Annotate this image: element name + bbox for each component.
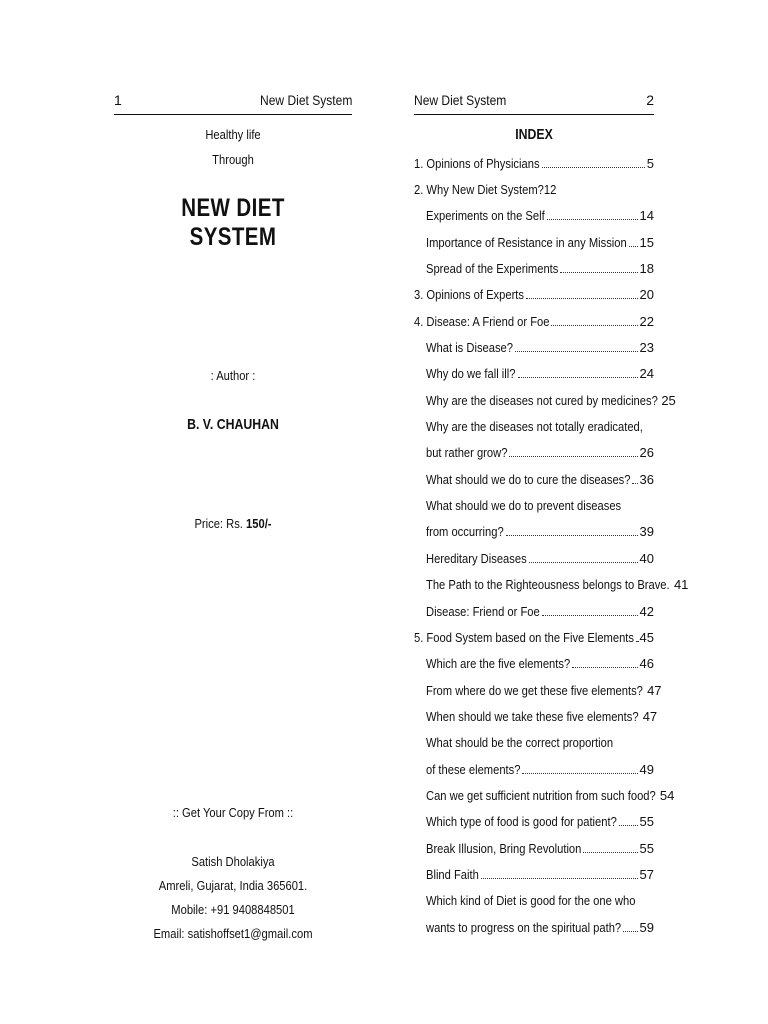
toc-entry <box>414 203 654 229</box>
price-value: 150/- <box>246 516 272 531</box>
toc-entry <box>414 150 654 176</box>
contact-address: Amreli, Gujarat, India 365601. <box>158 878 308 893</box>
toc-entry-page: 46 <box>639 656 654 672</box>
toc-entry <box>414 492 654 518</box>
contact-mobile: Mobile: +91 9408848501 <box>171 902 295 917</box>
toc-entry <box>414 361 654 387</box>
toc-entry-page: 45 <box>639 629 654 645</box>
contact-name: Satish Dholakiya <box>191 854 275 869</box>
toc-entry-title: Experiments on the Self <box>426 208 545 224</box>
toc-entry-title: 1. Opinions of Physicians <box>414 155 540 171</box>
toc-entry <box>414 914 654 940</box>
toc-entry <box>414 888 654 914</box>
toc-dot-leader <box>623 931 637 932</box>
toc-entry <box>414 413 654 439</box>
toc-entry <box>414 677 662 703</box>
toc-entry-title: 2. Why New Diet System?12 <box>414 182 557 198</box>
right-header-rule <box>414 114 654 115</box>
toc-entry-title: Why are the diseases not cured by medicines? <box>426 392 658 408</box>
toc-entry-title: Can we get sufficient nutrition from such food? <box>426 787 656 803</box>
toc-entry <box>414 334 654 360</box>
toc-entry-page: 55 <box>639 840 654 856</box>
toc-dot-leader <box>481 878 637 879</box>
author-name: B. V. CHAUHAN <box>187 416 279 433</box>
toc-dot-leader <box>572 667 638 668</box>
price-line <box>131 516 336 531</box>
toc-dot-leader <box>518 377 638 378</box>
tagline-1: Healthy life <box>205 127 261 142</box>
toc-dot-leader <box>632 483 637 484</box>
toc-entry <box>414 861 654 887</box>
toc-dot-leader <box>509 456 637 457</box>
toc-entry-page: 14 <box>639 208 654 224</box>
toc-entry-title: Blind Faith <box>426 866 479 882</box>
toc-entry-title: What should we do to prevent diseases <box>426 498 622 514</box>
left-page-number: 1 <box>114 92 122 108</box>
toc-entry-page: 24 <box>639 366 654 382</box>
toc-entry <box>414 519 654 545</box>
toc-dot-leader <box>619 825 638 826</box>
toc-entry-title: 4. Disease: A Friend or Foe <box>414 313 550 329</box>
toc-entry <box>414 703 658 729</box>
toc-entry-page: 36 <box>639 471 654 487</box>
toc-dot-leader <box>560 272 637 273</box>
left-header-rule <box>114 114 352 115</box>
toc-entry-title: Spread of the Experiments <box>426 261 559 277</box>
toc-entry <box>414 440 654 466</box>
toc-dot-leader <box>506 535 638 536</box>
toc-entry-title: of these elements? <box>426 761 521 777</box>
toc-entry-page: 41 <box>673 577 689 593</box>
toc-dot-leader <box>629 246 637 247</box>
toc-dot-leader <box>551 325 638 326</box>
toc-entry-title: Break Illusion, Bring Revolution <box>426 840 582 856</box>
toc-entry <box>414 545 654 571</box>
toc-entry-page: 26 <box>639 445 654 461</box>
toc-dot-leader <box>636 641 638 642</box>
left-running-title: New Diet System <box>259 92 352 108</box>
toc-entry-title: 3. Opinions of Experts <box>414 287 524 303</box>
toc-entry-title: What is Disease? <box>426 340 513 356</box>
toc-entry-page: 25 <box>661 392 676 408</box>
toc-entry-page: 57 <box>639 866 654 882</box>
toc-entry-page: 55 <box>639 814 654 830</box>
toc-entry <box>414 624 654 650</box>
toc-dot-leader <box>542 167 645 168</box>
toc-dot-leader <box>547 219 638 220</box>
toc-entry-title: From where do we get these five elements? <box>426 682 643 698</box>
toc-entry-title: When should we take these five elements? <box>426 708 639 724</box>
toc-entry-page: 47 <box>647 682 662 698</box>
toc-dot-leader <box>526 298 638 299</box>
contact-email: Email: satishoffset1@gmail.com <box>153 926 313 941</box>
toc-dot-leader <box>583 852 638 853</box>
table-of-contents <box>414 150 689 940</box>
toc-entry-title: What should be the correct proportion <box>426 735 614 751</box>
toc-entry <box>414 756 654 782</box>
toc-entry-title: 5. Food System based on the Five Elements <box>414 629 634 645</box>
left-page <box>114 0 352 1024</box>
toc-entry <box>414 282 654 308</box>
toc-entry-page: 15 <box>639 234 654 250</box>
price-label: Price: Rs. <box>194 516 243 531</box>
toc-entry <box>414 466 654 492</box>
toc-entry-title: Which type of food is good for patient? <box>426 814 617 830</box>
toc-entry-page: 39 <box>639 524 654 540</box>
toc-entry-page: 54 <box>659 787 675 803</box>
toc-entry-page: 47 <box>642 708 658 724</box>
toc-entry-page: 42 <box>639 603 654 619</box>
toc-entry-title: Which kind of Diet is good for the one who <box>426 893 636 909</box>
index-title: INDEX <box>515 126 553 143</box>
toc-entry <box>414 572 689 598</box>
toc-entry-title: Why are the diseases not totally eradicated, <box>426 419 643 435</box>
toc-entry-title: Why do we fall ill? <box>426 366 516 382</box>
toc-entry-title: Importance of Resistance in any Mission <box>426 234 627 250</box>
tagline-2: Through <box>212 152 254 167</box>
toc-entry <box>414 782 675 808</box>
toc-entry-page: 20 <box>639 287 654 303</box>
right-running-title: New Diet System <box>414 92 507 108</box>
toc-entry-title: from occurring? <box>426 524 504 540</box>
author-label: : Author : <box>210 368 256 383</box>
toc-dot-leader <box>529 562 638 563</box>
toc-entry-page: 5 <box>646 155 654 171</box>
right-page <box>414 0 689 1024</box>
toc-entry-title: Which are the five elements? <box>426 656 571 672</box>
toc-entry-page: 23 <box>639 340 654 356</box>
toc-entry <box>414 308 654 334</box>
toc-dot-leader <box>542 615 638 616</box>
toc-entry-page: 40 <box>639 550 654 566</box>
toc-entry <box>414 387 676 413</box>
toc-entry <box>414 730 654 756</box>
toc-entry <box>414 651 654 677</box>
right-page-number: 2 <box>646 92 654 108</box>
toc-entry-page: 22 <box>639 313 654 329</box>
toc-entry-title: Disease: Friend or Foe <box>426 603 540 619</box>
toc-entry-title: but rather grow? <box>426 445 508 461</box>
left-page-header <box>114 90 352 110</box>
toc-entry <box>414 835 654 861</box>
toc-entry <box>414 176 654 202</box>
toc-entry <box>414 229 654 255</box>
toc-entry-page: 18 <box>639 261 654 277</box>
toc-entry-page: 59 <box>639 919 654 935</box>
toc-entry-title: wants to progress on the spiritual path? <box>426 919 622 935</box>
toc-entry-page: 49 <box>639 761 654 777</box>
book-title: NEW DIET SYSTEM <box>181 194 285 251</box>
copy-label: :: Get Your Copy From :: <box>172 805 294 820</box>
toc-entry <box>414 598 654 624</box>
toc-dot-leader <box>522 773 637 774</box>
toc-dot-leader <box>515 351 637 352</box>
toc-entry-title: Hereditary Diseases <box>426 550 527 566</box>
toc-entry <box>414 809 654 835</box>
toc-entry <box>414 255 654 281</box>
toc-entry-title: The Path to the Righteousness belongs to Brave. <box>426 577 670 593</box>
toc-entry-title: What should we do to cure the diseases? <box>426 471 631 487</box>
right-page-header <box>414 90 654 110</box>
